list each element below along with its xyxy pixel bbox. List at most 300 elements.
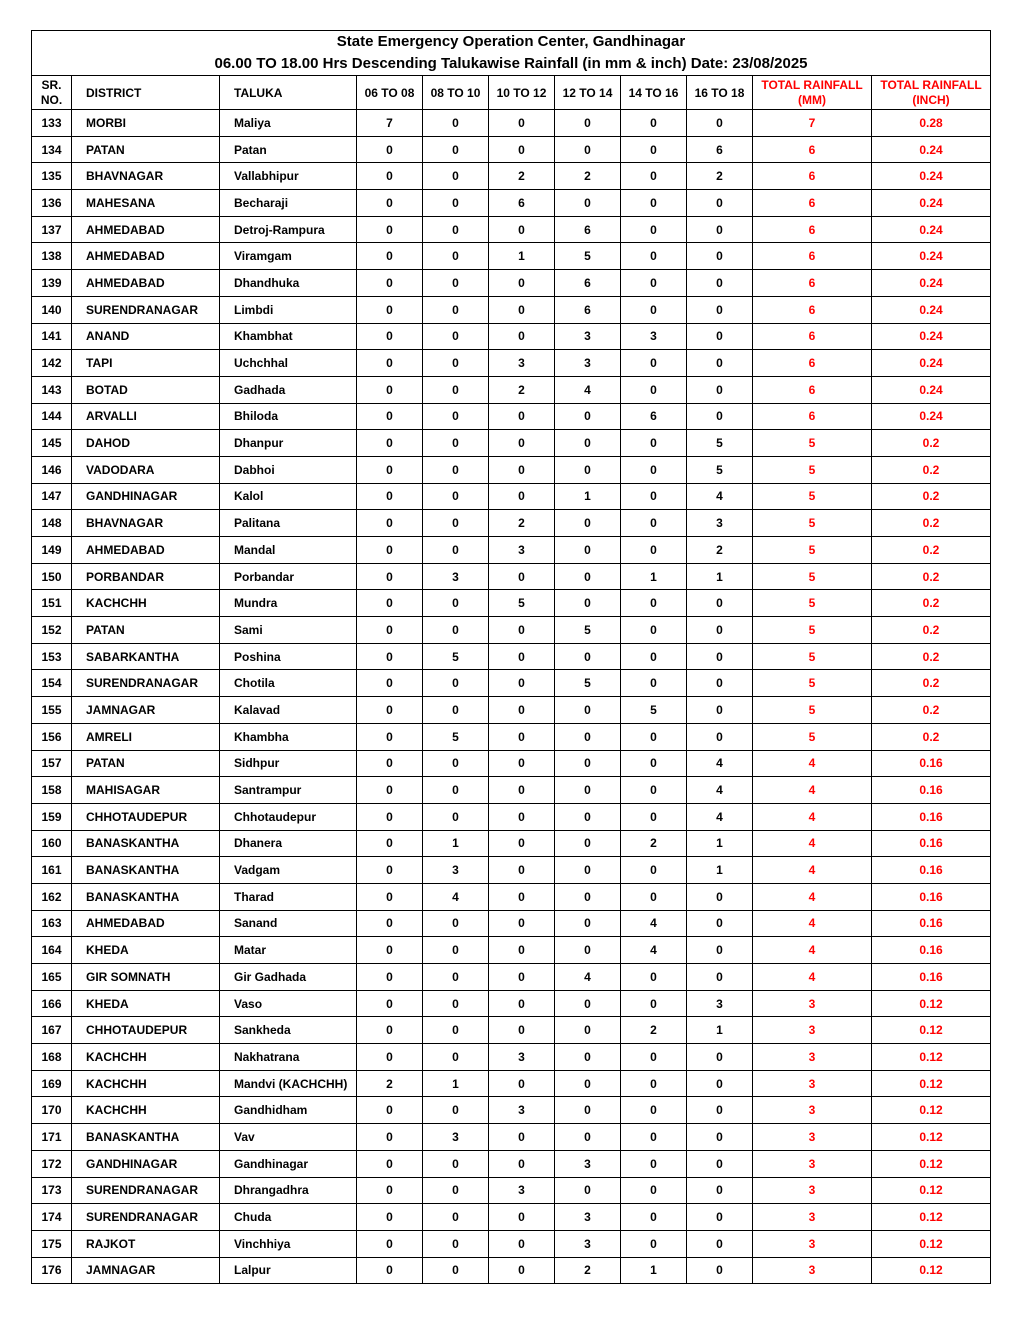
h08-10-cell: 0 xyxy=(423,510,489,537)
h16-18-cell: 0 xyxy=(687,883,753,910)
h12-14-cell: 0 xyxy=(555,830,621,857)
h08-10-cell: 3 xyxy=(423,1124,489,1151)
rainfall-table xyxy=(31,30,991,1284)
h12-14-cell: 4 xyxy=(555,964,621,991)
h16-18-cell: 4 xyxy=(687,483,753,510)
h12-14-cell: 0 xyxy=(555,1177,621,1204)
total-mm-cell: 3 xyxy=(753,1204,872,1231)
district-cell: GIR SOMNATH xyxy=(72,964,220,991)
total-mm-cell: 5 xyxy=(753,563,872,590)
h12-14-cell: 1 xyxy=(555,483,621,510)
total-inch-cell: 0.24 xyxy=(872,136,991,163)
h16-18-cell: 0 xyxy=(687,216,753,243)
total-inch-cell: 0.2 xyxy=(872,723,991,750)
taluka-cell: Poshina xyxy=(220,643,357,670)
taluka-cell: Porbandar xyxy=(220,563,357,590)
h12-14-cell: 0 xyxy=(555,697,621,724)
sr-no-cell: 170 xyxy=(32,1097,72,1124)
h10-12-cell: 0 xyxy=(489,777,555,804)
h14-16-cell: 0 xyxy=(621,136,687,163)
h12-14-cell: 0 xyxy=(555,590,621,617)
district-cell: BHAVNAGAR xyxy=(72,510,220,537)
total-inch-cell: 0.2 xyxy=(872,563,991,590)
total-mm-cell: 5 xyxy=(753,617,872,644)
total-mm-cell: 6 xyxy=(753,190,872,217)
h06-08-cell: 0 xyxy=(357,563,423,590)
sr-no-cell: 135 xyxy=(32,163,72,190)
total-inch-cell: 0.2 xyxy=(872,456,991,483)
sr-no-cell: 165 xyxy=(32,964,72,991)
sr-no-cell: 172 xyxy=(32,1150,72,1177)
table-row xyxy=(32,1257,991,1284)
district-cell: SURENDRANAGAR xyxy=(72,296,220,323)
total-inch-cell: 0.2 xyxy=(872,430,991,457)
h10-12-cell: 0 xyxy=(489,910,555,937)
h10-12-cell: 0 xyxy=(489,1204,555,1231)
total-inch-cell: 0.12 xyxy=(872,1044,991,1071)
total-inch-cell: 0.12 xyxy=(872,1070,991,1097)
district-cell: VADODARA xyxy=(72,456,220,483)
table-row xyxy=(32,163,991,190)
sr-no-cell: 140 xyxy=(32,296,72,323)
total-inch-cell: 0.16 xyxy=(872,803,991,830)
h06-08-cell: 0 xyxy=(357,350,423,377)
total-mm-cell: 3 xyxy=(753,1124,872,1151)
h16-18-cell: 0 xyxy=(687,697,753,724)
h06-08-cell: 0 xyxy=(357,643,423,670)
h08-10-cell: 0 xyxy=(423,990,489,1017)
sr-no-cell: 160 xyxy=(32,830,72,857)
total-inch-cell: 0.24 xyxy=(872,190,991,217)
h16-18-cell: 0 xyxy=(687,590,753,617)
taluka-cell: Vadgam xyxy=(220,857,357,884)
total-mm-cell: 5 xyxy=(753,590,872,617)
table-row xyxy=(32,670,991,697)
table-row xyxy=(32,857,991,884)
total-mm-cell: 3 xyxy=(753,1257,872,1284)
h16-18-cell: 0 xyxy=(687,323,753,350)
total-inch-cell: 0.16 xyxy=(872,777,991,804)
district-cell: CHHOTAUDEPUR xyxy=(72,1017,220,1044)
h06-08-cell: 0 xyxy=(357,857,423,884)
total-mm-cell: 4 xyxy=(753,777,872,804)
h10-12-cell: 0 xyxy=(489,323,555,350)
h06-08-cell: 0 xyxy=(357,964,423,991)
h14-16-cell: 0 xyxy=(621,243,687,270)
total-mm-cell: 3 xyxy=(753,1097,872,1124)
h12-14-cell: 0 xyxy=(555,1124,621,1151)
h12-14-cell: 5 xyxy=(555,670,621,697)
h06-08-cell: 0 xyxy=(357,376,423,403)
h14-16-cell: 0 xyxy=(621,296,687,323)
table-row xyxy=(32,964,991,991)
h12-14-cell: 3 xyxy=(555,350,621,377)
h08-10-cell: 0 xyxy=(423,1097,489,1124)
taluka-cell: Matar xyxy=(220,937,357,964)
h08-10-cell: 0 xyxy=(423,1230,489,1257)
h08-10-cell: 0 xyxy=(423,1150,489,1177)
district-cell: KACHCHH xyxy=(72,1044,220,1071)
table-row xyxy=(32,910,991,937)
h10-12-cell: 0 xyxy=(489,617,555,644)
h08-10-cell: 4 xyxy=(423,883,489,910)
h08-10-cell: 0 xyxy=(423,483,489,510)
district-cell: ANAND xyxy=(72,323,220,350)
h14-16-cell: 0 xyxy=(621,216,687,243)
h08-10-cell: 0 xyxy=(423,190,489,217)
h08-10-cell: 0 xyxy=(423,296,489,323)
total-inch-cell: 0.12 xyxy=(872,1204,991,1231)
h12-14-cell: 5 xyxy=(555,243,621,270)
h10-12-cell: 0 xyxy=(489,1017,555,1044)
district-cell: BANASKANTHA xyxy=(72,1124,220,1151)
total-inch-cell: 0.12 xyxy=(872,1257,991,1284)
sr-no-cell: 176 xyxy=(32,1257,72,1284)
table-row xyxy=(32,750,991,777)
table-row xyxy=(32,537,991,564)
h08-10-cell: 0 xyxy=(423,110,489,137)
h12-14-cell: 3 xyxy=(555,323,621,350)
h14-16-cell: 0 xyxy=(621,803,687,830)
district-cell: JAMNAGAR xyxy=(72,697,220,724)
taluka-cell: Dhrangadhra xyxy=(220,1177,357,1204)
col-08-10: 08 TO 10 xyxy=(423,76,489,110)
total-mm-cell: 4 xyxy=(753,750,872,777)
total-mm-cell: 6 xyxy=(753,243,872,270)
col-taluka: TALUKA xyxy=(220,76,357,110)
district-cell: AHMEDABAD xyxy=(72,537,220,564)
h14-16-cell: 0 xyxy=(621,110,687,137)
h08-10-cell: 5 xyxy=(423,643,489,670)
h06-08-cell: 0 xyxy=(357,190,423,217)
h16-18-cell: 3 xyxy=(687,990,753,1017)
h08-10-cell: 0 xyxy=(423,964,489,991)
total-inch-cell: 0.2 xyxy=(872,510,991,537)
h14-16-cell: 0 xyxy=(621,270,687,297)
h14-16-cell: 0 xyxy=(621,1150,687,1177)
h08-10-cell: 0 xyxy=(423,670,489,697)
total-mm-cell: 6 xyxy=(753,136,872,163)
taluka-cell: Khambha xyxy=(220,723,357,750)
district-cell: AMRELI xyxy=(72,723,220,750)
h14-16-cell: 0 xyxy=(621,857,687,884)
table-row xyxy=(32,110,991,137)
h06-08-cell: 0 xyxy=(357,910,423,937)
taluka-cell: Khambhat xyxy=(220,323,357,350)
sr-no-cell: 174 xyxy=(32,1204,72,1231)
h08-10-cell: 0 xyxy=(423,697,489,724)
h14-16-cell: 0 xyxy=(621,590,687,617)
taluka-cell: Chhotaudepur xyxy=(220,803,357,830)
district-cell: AHMEDABAD xyxy=(72,270,220,297)
h10-12-cell: 0 xyxy=(489,403,555,430)
table-row xyxy=(32,216,991,243)
table-body xyxy=(32,110,991,1284)
taluka-cell: Gadhada xyxy=(220,376,357,403)
sr-no-cell: 148 xyxy=(32,510,72,537)
h16-18-cell: 2 xyxy=(687,537,753,564)
h06-08-cell: 7 xyxy=(357,110,423,137)
taluka-cell: Kalavad xyxy=(220,697,357,724)
total-mm-cell: 5 xyxy=(753,697,872,724)
total-inch-cell: 0.12 xyxy=(872,990,991,1017)
taluka-cell: Dhanpur xyxy=(220,430,357,457)
sr-no-cell: 154 xyxy=(32,670,72,697)
h08-10-cell: 0 xyxy=(423,777,489,804)
h10-12-cell: 0 xyxy=(489,803,555,830)
taluka-cell: Sidhpur xyxy=(220,750,357,777)
total-mm-cell: 4 xyxy=(753,910,872,937)
sr-no-cell: 175 xyxy=(32,1230,72,1257)
district-cell: TAPI xyxy=(72,350,220,377)
h16-18-cell: 0 xyxy=(687,296,753,323)
h14-16-cell: 0 xyxy=(621,163,687,190)
taluka-cell: Kalol xyxy=(220,483,357,510)
taluka-cell: Chuda xyxy=(220,1204,357,1231)
h12-14-cell: 0 xyxy=(555,723,621,750)
sr-no-cell: 164 xyxy=(32,937,72,964)
district-cell: KHEDA xyxy=(72,990,220,1017)
h10-12-cell: 0 xyxy=(489,296,555,323)
sr-no-cell: 143 xyxy=(32,376,72,403)
h06-08-cell: 0 xyxy=(357,777,423,804)
taluka-cell: Dhandhuka xyxy=(220,270,357,297)
h14-16-cell: 0 xyxy=(621,190,687,217)
h10-12-cell: 0 xyxy=(489,670,555,697)
h08-10-cell: 0 xyxy=(423,803,489,830)
h08-10-cell: 3 xyxy=(423,563,489,590)
h16-18-cell: 0 xyxy=(687,270,753,297)
sr-no-cell: 150 xyxy=(32,563,72,590)
h10-12-cell: 0 xyxy=(489,270,555,297)
h14-16-cell: 2 xyxy=(621,1017,687,1044)
sr-no-cell: 171 xyxy=(32,1124,72,1151)
h10-12-cell: 0 xyxy=(489,136,555,163)
h06-08-cell: 0 xyxy=(357,270,423,297)
h08-10-cell: 1 xyxy=(423,1070,489,1097)
sr-no-cell: 141 xyxy=(32,323,72,350)
sr-no-cell: 142 xyxy=(32,350,72,377)
h10-12-cell: 0 xyxy=(489,1257,555,1284)
h14-16-cell: 0 xyxy=(621,537,687,564)
h08-10-cell: 0 xyxy=(423,590,489,617)
taluka-cell: Chotila xyxy=(220,670,357,697)
taluka-cell: Nakhatrana xyxy=(220,1044,357,1071)
h12-14-cell: 0 xyxy=(555,430,621,457)
h06-08-cell: 0 xyxy=(357,1150,423,1177)
h16-18-cell: 0 xyxy=(687,1230,753,1257)
total-inch-cell: 0.28 xyxy=(872,110,991,137)
total-mm-cell: 4 xyxy=(753,857,872,884)
table-row xyxy=(32,1124,991,1151)
h16-18-cell: 0 xyxy=(687,643,753,670)
total-inch-cell: 0.24 xyxy=(872,403,991,430)
total-inch-cell: 0.24 xyxy=(872,296,991,323)
h10-12-cell: 1 xyxy=(489,243,555,270)
district-cell: AHMEDABAD xyxy=(72,216,220,243)
h10-12-cell: 0 xyxy=(489,1150,555,1177)
h16-18-cell: 4 xyxy=(687,750,753,777)
taluka-cell: Viramgam xyxy=(220,243,357,270)
h08-10-cell: 0 xyxy=(423,456,489,483)
total-mm-cell: 4 xyxy=(753,883,872,910)
h16-18-cell: 0 xyxy=(687,243,753,270)
table-row xyxy=(32,136,991,163)
taluka-cell: Dhanera xyxy=(220,830,357,857)
h14-16-cell: 2 xyxy=(621,830,687,857)
total-mm-cell: 3 xyxy=(753,1017,872,1044)
sr-no-cell: 146 xyxy=(32,456,72,483)
total-mm-cell: 6 xyxy=(753,376,872,403)
h06-08-cell: 0 xyxy=(357,483,423,510)
h14-16-cell: 0 xyxy=(621,643,687,670)
h14-16-cell: 0 xyxy=(621,883,687,910)
district-cell: SURENDRANAGAR xyxy=(72,1204,220,1231)
sr-no-cell: 153 xyxy=(32,643,72,670)
h12-14-cell: 0 xyxy=(555,777,621,804)
district-cell: SURENDRANAGAR xyxy=(72,670,220,697)
total-inch-cell: 0.12 xyxy=(872,1177,991,1204)
h16-18-cell: 5 xyxy=(687,430,753,457)
h10-12-cell: 0 xyxy=(489,1070,555,1097)
district-cell: ARVALLI xyxy=(72,403,220,430)
sr-no-cell: 151 xyxy=(32,590,72,617)
total-mm-cell: 6 xyxy=(753,403,872,430)
taluka-cell: Becharaji xyxy=(220,190,357,217)
h08-10-cell: 5 xyxy=(423,723,489,750)
h16-18-cell: 1 xyxy=(687,563,753,590)
sr-no-cell: 149 xyxy=(32,537,72,564)
sr-no-cell: 136 xyxy=(32,190,72,217)
col-14-16: 14 TO 16 xyxy=(621,76,687,110)
total-inch-cell: 0.16 xyxy=(872,910,991,937)
h06-08-cell: 0 xyxy=(357,723,423,750)
total-inch-cell: 0.24 xyxy=(872,163,991,190)
h14-16-cell: 0 xyxy=(621,964,687,991)
h08-10-cell: 0 xyxy=(423,430,489,457)
h06-08-cell: 0 xyxy=(357,750,423,777)
h14-16-cell: 0 xyxy=(621,483,687,510)
h08-10-cell: 0 xyxy=(423,163,489,190)
sr-no-cell: 137 xyxy=(32,216,72,243)
district-cell: KACHCHH xyxy=(72,1097,220,1124)
total-mm-cell: 6 xyxy=(753,350,872,377)
taluka-cell: Uchchhal xyxy=(220,350,357,377)
h12-14-cell: 0 xyxy=(555,750,621,777)
h12-14-cell: 3 xyxy=(555,1230,621,1257)
table-row xyxy=(32,430,991,457)
h16-18-cell: 0 xyxy=(687,723,753,750)
h16-18-cell: 0 xyxy=(687,403,753,430)
h06-08-cell: 2 xyxy=(357,1070,423,1097)
table-row xyxy=(32,403,991,430)
h14-16-cell: 1 xyxy=(621,563,687,590)
h08-10-cell: 0 xyxy=(423,243,489,270)
h06-08-cell: 0 xyxy=(357,1257,423,1284)
taluka-cell: Sami xyxy=(220,617,357,644)
h16-18-cell: 0 xyxy=(687,910,753,937)
table-row xyxy=(32,350,991,377)
sr-no-cell: 147 xyxy=(32,483,72,510)
district-cell: DAHOD xyxy=(72,430,220,457)
h12-14-cell: 0 xyxy=(555,937,621,964)
total-inch-cell: 0.24 xyxy=(872,350,991,377)
h14-16-cell: 0 xyxy=(621,510,687,537)
table-row xyxy=(32,723,991,750)
total-inch-cell: 0.12 xyxy=(872,1017,991,1044)
total-inch-cell: 0.2 xyxy=(872,617,991,644)
h12-14-cell: 6 xyxy=(555,296,621,323)
h14-16-cell: 0 xyxy=(621,1124,687,1151)
h06-08-cell: 0 xyxy=(357,430,423,457)
table-row xyxy=(32,1017,991,1044)
total-inch-cell: 0.12 xyxy=(872,1230,991,1257)
total-mm-cell: 6 xyxy=(753,163,872,190)
h16-18-cell: 4 xyxy=(687,803,753,830)
h14-16-cell: 4 xyxy=(621,910,687,937)
sr-no-cell: 158 xyxy=(32,777,72,804)
h10-12-cell: 0 xyxy=(489,1230,555,1257)
h12-14-cell: 0 xyxy=(555,136,621,163)
h12-14-cell: 6 xyxy=(555,216,621,243)
total-inch-cell: 0.16 xyxy=(872,750,991,777)
h06-08-cell: 0 xyxy=(357,830,423,857)
h12-14-cell: 4 xyxy=(555,376,621,403)
h14-16-cell: 0 xyxy=(621,1070,687,1097)
total-inch-cell: 0.24 xyxy=(872,323,991,350)
h10-12-cell: 0 xyxy=(489,563,555,590)
table-row xyxy=(32,483,991,510)
h16-18-cell: 0 xyxy=(687,1150,753,1177)
h08-10-cell: 0 xyxy=(423,1044,489,1071)
h12-14-cell: 0 xyxy=(555,563,621,590)
total-inch-cell: 0.16 xyxy=(872,883,991,910)
sr-no-cell: 145 xyxy=(32,430,72,457)
district-cell: KHEDA xyxy=(72,937,220,964)
h08-10-cell: 0 xyxy=(423,1177,489,1204)
h12-14-cell: 3 xyxy=(555,1150,621,1177)
total-inch-cell: 0.2 xyxy=(872,483,991,510)
h12-14-cell: 0 xyxy=(555,510,621,537)
h12-14-cell: 0 xyxy=(555,883,621,910)
taluka-cell: Patan xyxy=(220,136,357,163)
h10-12-cell: 3 xyxy=(489,1177,555,1204)
district-cell: JAMNAGAR xyxy=(72,1257,220,1284)
table-row xyxy=(32,883,991,910)
sr-no-cell: 162 xyxy=(32,883,72,910)
total-inch-cell: 0.16 xyxy=(872,857,991,884)
h12-14-cell: 0 xyxy=(555,643,621,670)
total-mm-cell: 5 xyxy=(753,456,872,483)
table-row xyxy=(32,830,991,857)
h08-10-cell: 0 xyxy=(423,910,489,937)
h14-16-cell: 0 xyxy=(621,723,687,750)
table-row xyxy=(32,590,991,617)
h06-08-cell: 0 xyxy=(357,1177,423,1204)
h06-08-cell: 0 xyxy=(357,1204,423,1231)
table-row xyxy=(32,803,991,830)
total-inch-cell: 0.16 xyxy=(872,937,991,964)
table-row xyxy=(32,323,991,350)
h06-08-cell: 0 xyxy=(357,163,423,190)
district-cell: BOTAD xyxy=(72,376,220,403)
sr-no-cell: 169 xyxy=(32,1070,72,1097)
district-cell: SABARKANTHA xyxy=(72,643,220,670)
h16-18-cell: 4 xyxy=(687,777,753,804)
col-16-18: 16 TO 18 xyxy=(687,76,753,110)
h10-12-cell: 2 xyxy=(489,376,555,403)
h10-12-cell: 5 xyxy=(489,590,555,617)
